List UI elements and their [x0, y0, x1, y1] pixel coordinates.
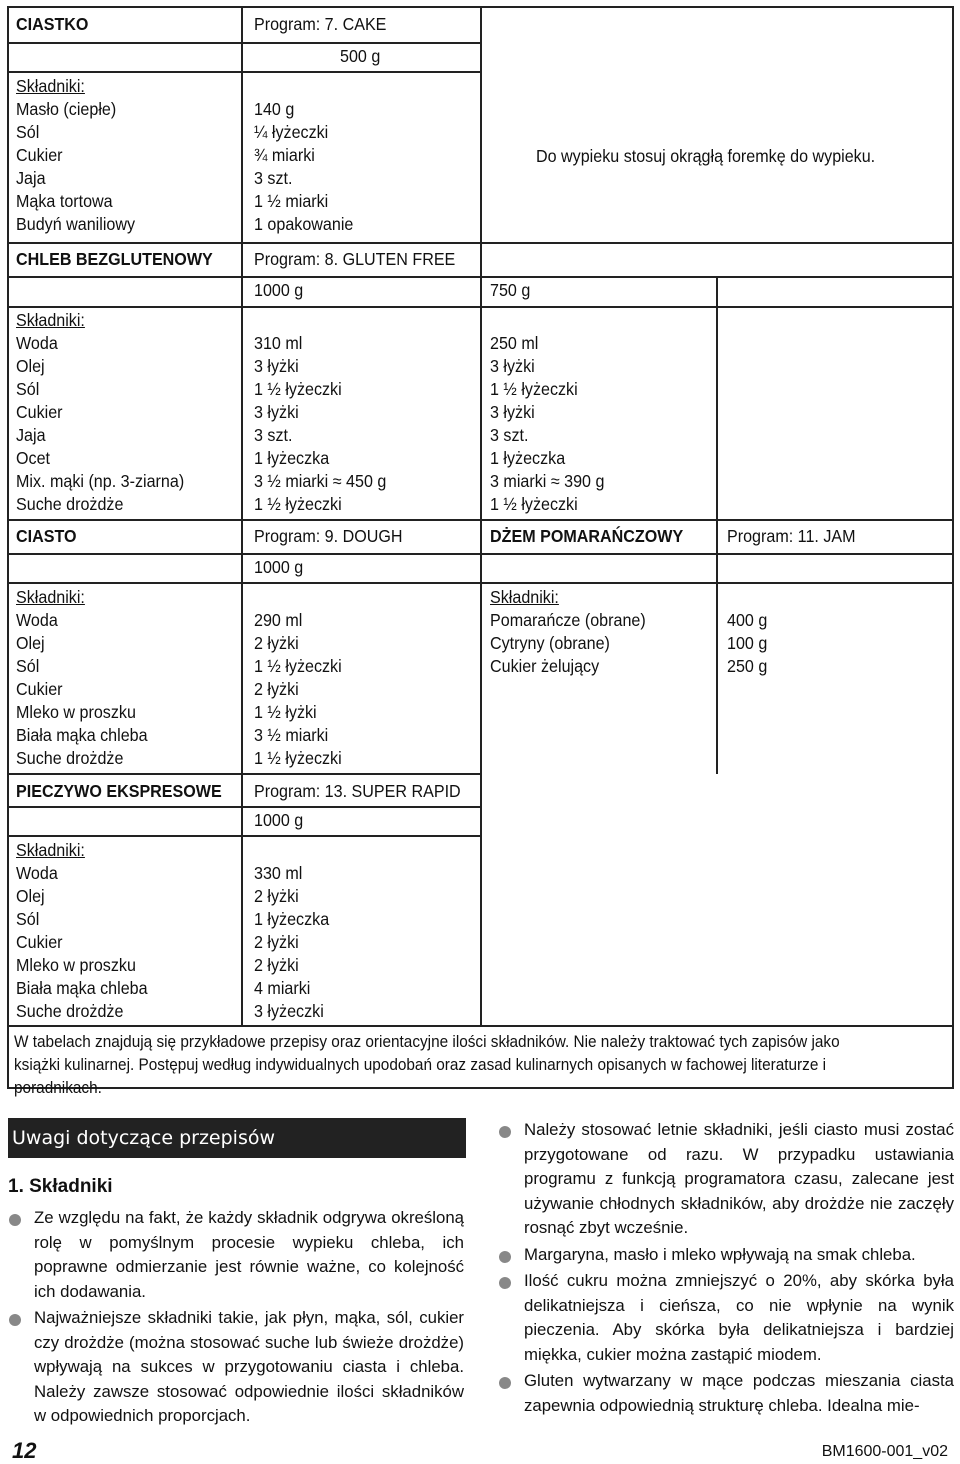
cake-ingredients-list	[16, 98, 135, 236]
amount: 3 łyżki	[254, 356, 299, 376]
amount: 1 ½ łyżeczki	[254, 494, 342, 514]
amount: 250 g	[727, 656, 768, 676]
amount: ¾ miarki	[254, 145, 315, 165]
ingredient: Mąka tortowa	[16, 191, 113, 211]
amount: 1 łyżeczka	[490, 448, 566, 468]
amount: 1 ½ łyżki	[254, 702, 317, 722]
amount: 330 ml	[254, 863, 303, 883]
rapid-amounts-list	[254, 862, 329, 1023]
amount: 1 łyżeczka	[254, 448, 330, 468]
amount: 3 szt.	[490, 425, 529, 445]
amount: 3 łyżki	[254, 402, 299, 422]
ingredient: Jaja	[16, 425, 46, 445]
dough-amounts-list	[254, 609, 342, 770]
amount: 3 łyżki	[490, 402, 535, 422]
gluten-amounts-1000	[254, 332, 386, 516]
gluten-amounts-750	[490, 332, 604, 516]
gluten-weight-750: 750 g	[490, 280, 531, 300]
amount: 1 ½ łyżeczki	[254, 656, 342, 676]
list-item: Ilość cukru można zmniejszyć o 20%, aby skórka była delikatniejsza i cieńsza, co nie wpłynie na wynik pieczenia. Aby skórka była delikatniejsza i bardziej miękka, cukier można zastąpić miodem.	[498, 1269, 954, 1367]
page-number: 12	[12, 1438, 37, 1463]
jam-title: DŻEM POMARAŃCZOWY	[490, 526, 684, 546]
amount: 1 ½ łyżeczki	[254, 379, 342, 399]
amount: 290 ml	[254, 610, 303, 630]
ingredient: Woda	[16, 333, 58, 353]
ingredient: Woda	[16, 863, 58, 883]
ingredient: Biała mąka chleba	[16, 725, 148, 745]
amount: 100 g	[727, 633, 768, 653]
ingredient: Masło (ciepłe)	[16, 99, 117, 119]
cake-note: Do wypieku stosuj okrągłą foremkę do wypieku.	[536, 146, 876, 166]
list-item: Ze względu na fakt, że każdy składnik odgrywa określoną rolę w pomyślnym procesie wypieku chleba, ich poprawne odmierzanie jest równie ważne, co kolejność ich dodawania.	[8, 1206, 464, 1304]
dough-program: Program: 9. DOUGH	[254, 526, 403, 546]
cake-ingredients-label: Składniki:	[16, 76, 85, 96]
amount: 3 łyżeczki	[254, 1001, 324, 1021]
ingredient: Sól	[16, 656, 40, 676]
ingredient: Mleko w proszku	[16, 702, 136, 722]
amount: 3 łyżki	[490, 356, 535, 376]
bullet-icon	[499, 1251, 511, 1263]
gluten-ingredients-label: Składniki:	[16, 310, 85, 330]
ingredient: Suche drożdże	[16, 494, 124, 514]
amount: 3 ½ miarki ≈ 450 g	[254, 471, 387, 491]
bullet-icon	[499, 1126, 511, 1138]
ingredient: Sól	[16, 379, 40, 399]
amount: 2 łyżki	[254, 679, 299, 699]
ingredient: Cytryny (obrane)	[490, 633, 610, 653]
rapid-ingredients-list	[16, 862, 148, 1023]
amount: 310 ml	[254, 333, 303, 353]
gluten-program: Program: 8. GLUTEN FREE	[254, 249, 456, 269]
ingredient: Suche drożdże	[16, 1001, 124, 1021]
list-item: Gluten wytwarzany w mące podczas mieszania ciasta zapewnia odpowiednią strukturę chleba. Idealna mie-	[498, 1369, 954, 1418]
dough-weight: 1000 g	[254, 557, 304, 577]
jam-ingredients-list	[490, 609, 646, 678]
amount: 2 łyżki	[254, 932, 299, 952]
ingredient: Cukier żelujący	[490, 656, 600, 676]
gluten-title: CHLEB BEZGLUTENOWY	[16, 249, 213, 269]
jam-ingredients-label: Składniki:	[490, 587, 559, 607]
dough-title: CIASTO	[16, 526, 77, 546]
amount: 3 miarki ≈ 390 g	[490, 471, 605, 491]
amount: 2 łyżki	[254, 633, 299, 653]
remarks-subtitle: 1. Składniki	[8, 1176, 113, 1197]
ingredient: Mix. mąki (np. 3-ziarna)	[16, 471, 185, 491]
ingredient: Sól	[16, 122, 40, 142]
amount: 1 ½ łyżeczki	[490, 494, 578, 514]
ingredient: Budyń waniliowy	[16, 214, 136, 234]
rapid-ingredients-label: Składniki:	[16, 840, 85, 860]
ingredient: Sól	[16, 909, 40, 929]
bullet-icon	[9, 1314, 21, 1326]
amount: 1 ½ łyżeczki	[254, 748, 342, 768]
amount: 2 łyżki	[254, 955, 299, 975]
jam-amounts-list	[727, 609, 767, 678]
amount: 3 ½ miarki	[254, 725, 329, 745]
bullet-icon	[499, 1377, 511, 1389]
remarks-right-column	[498, 1118, 954, 1420]
amount: 3 szt.	[254, 425, 293, 445]
ingredient: Olej	[16, 356, 45, 376]
cake-weight: 500 g	[340, 46, 381, 66]
ingredient: Olej	[16, 886, 45, 906]
amount: 250 ml	[490, 333, 539, 353]
ingredient: Cukier	[16, 679, 63, 699]
amount: ¼ łyżeczki	[254, 122, 329, 142]
ingredient: Ocet	[16, 448, 51, 468]
dough-ingredients-label: Składniki:	[16, 587, 85, 607]
amount: 1 ½ łyżeczki	[490, 379, 578, 399]
amount: 4 miarki	[254, 978, 311, 998]
list-item: Margaryna, masło i mleko wpływają na smak chleba.	[498, 1243, 954, 1268]
remarks-title: Uwagi dotyczące przepisów	[8, 1118, 466, 1158]
table-footnote: W tabelach znajdują się przykładowe przepisy oraz orientacyjne ilości składników. Nie należy traktować tych zapisów jako książki kulinarnej. Postępuj według indywidualnych upodobań oraz zasad kulinarnych opisanych w fachowej literaturze i poradnikach.	[14, 1033, 840, 1097]
ingredient: Cukier	[16, 145, 63, 165]
dough-ingredients-list	[16, 609, 148, 770]
cake-title: CIASTKO	[16, 14, 89, 34]
cake-program: Program: 7. CAKE	[254, 14, 387, 34]
jam-program: Program: 11. JAM	[727, 526, 856, 546]
amount: 140 g	[254, 99, 295, 119]
ingredient: Pomarańcze (obrane)	[490, 610, 646, 630]
ingredient: Cukier	[16, 402, 63, 422]
amount: 3 szt.	[254, 168, 293, 188]
ingredient: Suche drożdże	[16, 748, 124, 768]
ingredient: Olej	[16, 633, 45, 653]
list-item: Najważniejsze składniki takie, jak płyn, mąka, sól, cukier czy drożdże (można stosować suche lub świeże drożdże) wpływają na sukces w przygotowaniu ciasta i chleba. Należy zawsze stosować odpowiednie ilości składników w odpowiednich proporcjach.	[8, 1306, 464, 1429]
rapid-program: Program: 13. SUPER RAPID	[254, 781, 461, 801]
amount: 400 g	[727, 610, 768, 630]
amount: 1 łyżeczka	[254, 909, 330, 929]
gluten-ingredients-list	[16, 332, 184, 516]
cake-amounts-list	[254, 98, 353, 236]
ingredient: Woda	[16, 610, 58, 630]
gluten-weight-1000: 1000 g	[254, 280, 304, 300]
list-item: Należy stosować letnie składniki, jeśli ciasto musi zostać przygotowane od razu. W przypadku ustawiania programu z funkcją programatora czasu, zalecane jest używanie chłodnych składników, aby drożdże nie zaczęły rosnąć zbyt wcześnie.	[498, 1118, 954, 1241]
bullet-icon	[499, 1277, 511, 1289]
ingredient: Jaja	[16, 168, 46, 188]
ingredient: Mleko w proszku	[16, 955, 136, 975]
rapid-weight: 1000 g	[254, 810, 304, 830]
document-code: BM1600-001_v02	[821, 1443, 948, 1460]
bullet-icon	[9, 1214, 21, 1226]
amount: 1 ½ miarki	[254, 191, 329, 211]
ingredient: Biała mąka chleba	[16, 978, 148, 998]
rapid-title: PIECZYWO EKSPRESOWE	[16, 781, 222, 801]
amount: 2 łyżki	[254, 886, 299, 906]
ingredient: Cukier	[16, 932, 63, 952]
amount: 1 opakowanie	[254, 214, 354, 234]
remarks-left-column	[8, 1206, 464, 1431]
